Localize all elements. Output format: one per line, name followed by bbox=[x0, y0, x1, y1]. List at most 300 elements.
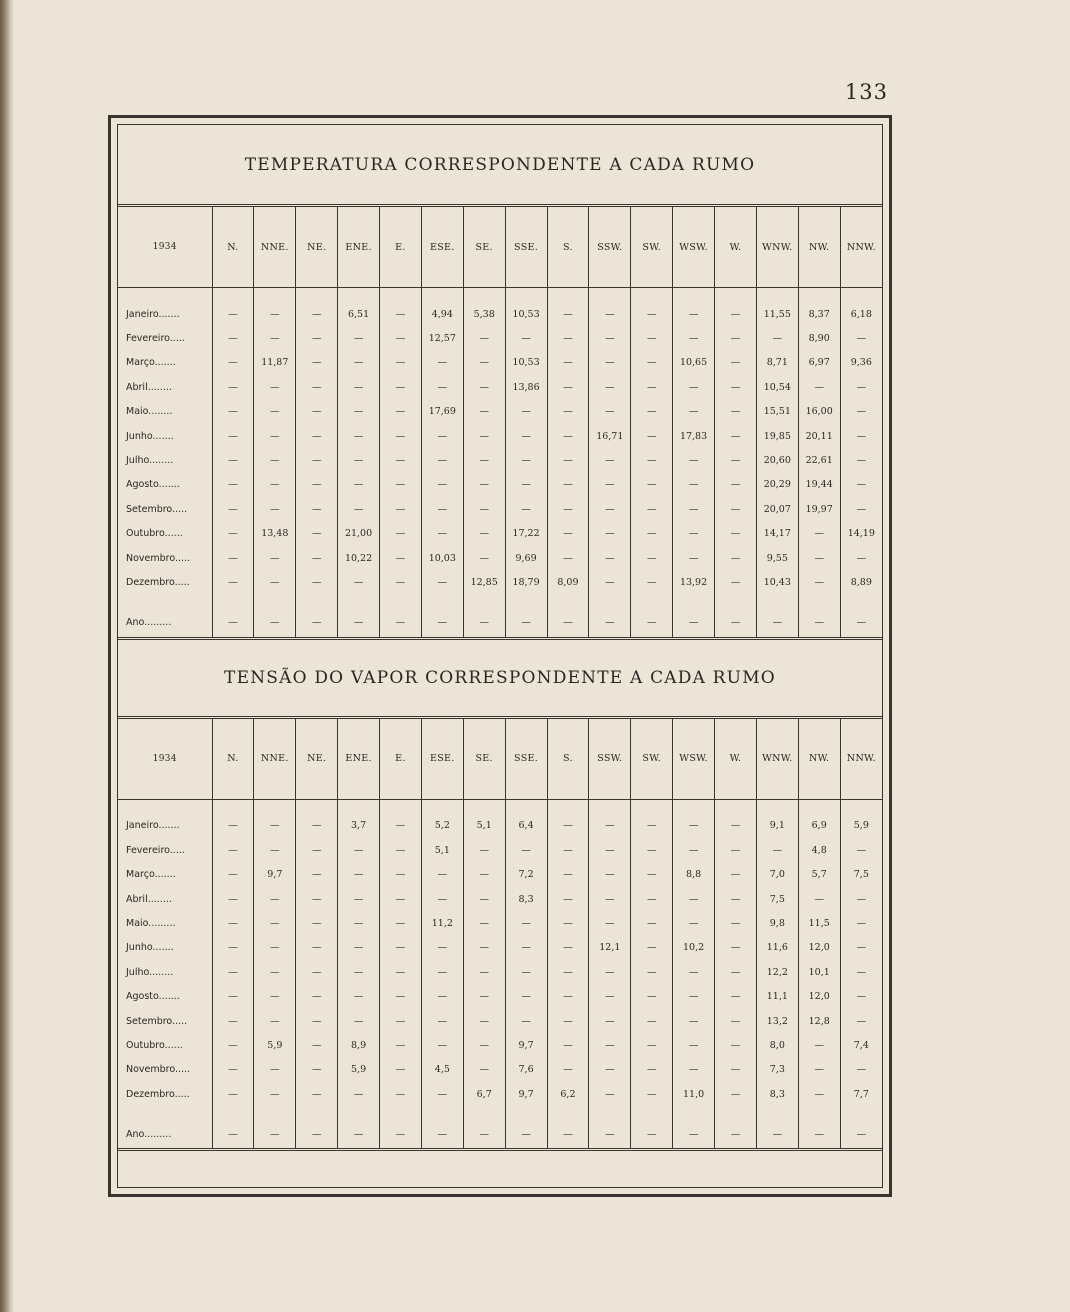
table-cell: 8,90 bbox=[798, 326, 840, 350]
table-cell: — bbox=[715, 326, 757, 350]
table-cell: — bbox=[296, 326, 338, 350]
table-cell: — bbox=[338, 862, 380, 886]
table-cell: 18,79 bbox=[505, 570, 547, 594]
table-cell: — bbox=[673, 911, 715, 935]
table-cell: — bbox=[715, 1058, 757, 1082]
column-header: ESE. bbox=[421, 719, 463, 800]
row-label: Junho....... bbox=[126, 430, 174, 442]
table-cell: — bbox=[254, 400, 296, 424]
table-cell: — bbox=[463, 984, 505, 1008]
column-header: NW. bbox=[798, 719, 840, 800]
table-cell: — bbox=[715, 400, 757, 424]
table-cell: — bbox=[421, 522, 463, 546]
table-cell: — bbox=[631, 1058, 673, 1082]
table-cell: 6,7 bbox=[463, 1082, 505, 1106]
table-cell: — bbox=[212, 1082, 254, 1106]
table-cell: — bbox=[715, 799, 757, 838]
table-cell: — bbox=[589, 326, 631, 350]
table-cell: 7,0 bbox=[756, 862, 798, 886]
table-cell: — bbox=[296, 497, 338, 521]
table-cell: — bbox=[296, 984, 338, 1008]
table-cell: — bbox=[715, 448, 757, 472]
table-cell: — bbox=[840, 546, 882, 570]
column-header: SW. bbox=[631, 719, 673, 800]
row-label: Dezembro..... bbox=[126, 1088, 190, 1100]
table-cell: — bbox=[840, 424, 882, 448]
table-cell: — bbox=[631, 375, 673, 399]
table-cell: 13,48 bbox=[254, 522, 296, 546]
table-cell: — bbox=[254, 595, 296, 637]
table-cell: 5,1 bbox=[421, 838, 463, 862]
table-row bbox=[118, 960, 882, 984]
table-cell: — bbox=[673, 799, 715, 838]
table-cell: — bbox=[631, 546, 673, 570]
table-row bbox=[118, 984, 882, 1008]
table-cell: — bbox=[254, 887, 296, 911]
table-cell: — bbox=[673, 448, 715, 472]
table-cell: — bbox=[673, 375, 715, 399]
table-cell: — bbox=[589, 1082, 631, 1106]
table-cell: 10,03 bbox=[421, 546, 463, 570]
row-label: Agosto....... bbox=[126, 479, 180, 491]
table-cell: — bbox=[505, 473, 547, 497]
table-cell: — bbox=[631, 984, 673, 1008]
table-inner-border bbox=[117, 124, 883, 1188]
table-cell: — bbox=[547, 887, 589, 911]
table-cell: — bbox=[380, 838, 422, 862]
table-cell: — bbox=[338, 351, 380, 375]
table-cell: — bbox=[296, 862, 338, 886]
table-cell: — bbox=[715, 351, 757, 375]
table-cell: — bbox=[589, 400, 631, 424]
table-cell: — bbox=[547, 375, 589, 399]
table-cell: — bbox=[673, 522, 715, 546]
table-cell: — bbox=[296, 1106, 338, 1148]
table-cell: — bbox=[212, 570, 254, 594]
table-row bbox=[118, 351, 882, 375]
table-cell: 14,17 bbox=[756, 522, 798, 546]
table-cell: 6,97 bbox=[798, 351, 840, 375]
table-cell: — bbox=[505, 936, 547, 960]
row-label: Julho........ bbox=[126, 966, 174, 978]
row-label: Maio........ bbox=[126, 406, 173, 418]
table-cell: — bbox=[589, 1058, 631, 1082]
table-cell: — bbox=[505, 595, 547, 637]
table-cell: — bbox=[631, 936, 673, 960]
table-row bbox=[118, 1106, 882, 1148]
table-cell: — bbox=[380, 424, 422, 448]
table-cell: 13,86 bbox=[505, 375, 547, 399]
table-cell: — bbox=[589, 887, 631, 911]
table-cell: — bbox=[212, 911, 254, 935]
table-cell: — bbox=[338, 570, 380, 594]
table-cell: — bbox=[296, 546, 338, 570]
table-cell: — bbox=[840, 473, 882, 497]
table-cell: — bbox=[212, 351, 254, 375]
table-cell: — bbox=[212, 984, 254, 1008]
table-cell: — bbox=[673, 838, 715, 862]
column-header: E. bbox=[380, 719, 422, 800]
table-cell: 16,71 bbox=[589, 424, 631, 448]
table-cell: — bbox=[505, 838, 547, 862]
table-cell: — bbox=[212, 1009, 254, 1033]
table-cell: — bbox=[715, 984, 757, 1008]
year-header: 1934 bbox=[118, 207, 212, 288]
table-cell: — bbox=[463, 1106, 505, 1148]
table-cell: 8,0 bbox=[756, 1033, 798, 1057]
table-cell: — bbox=[296, 400, 338, 424]
table-cell: 5,38 bbox=[463, 288, 505, 327]
table-cell: — bbox=[589, 546, 631, 570]
column-header: ESE. bbox=[421, 207, 463, 288]
table-cell: 11,5 bbox=[798, 911, 840, 935]
table-cell: — bbox=[296, 448, 338, 472]
table-cell: — bbox=[631, 326, 673, 350]
table-cell: — bbox=[463, 887, 505, 911]
table-cell: — bbox=[380, 522, 422, 546]
table-cell: — bbox=[380, 288, 422, 327]
table-cell: — bbox=[212, 375, 254, 399]
table-cell: 9,8 bbox=[756, 911, 798, 935]
row-label: Abril........ bbox=[126, 381, 172, 393]
table-cell: — bbox=[254, 1106, 296, 1148]
table-cell: 8,37 bbox=[798, 288, 840, 327]
table-cell: — bbox=[421, 595, 463, 637]
header-row bbox=[118, 719, 882, 800]
table-cell: 10,65 bbox=[673, 351, 715, 375]
table-cell: — bbox=[840, 1009, 882, 1033]
table-cell: — bbox=[589, 984, 631, 1008]
table-cell: — bbox=[212, 522, 254, 546]
table-cell: 8,8 bbox=[673, 862, 715, 886]
table-cell: — bbox=[631, 448, 673, 472]
table-cell: — bbox=[715, 473, 757, 497]
table-cell: — bbox=[338, 1082, 380, 1106]
table-row bbox=[118, 473, 882, 497]
table-cell: — bbox=[715, 1009, 757, 1033]
table-cell: 7,5 bbox=[756, 887, 798, 911]
table-cell: — bbox=[296, 473, 338, 497]
table-cell: — bbox=[338, 595, 380, 637]
table-cell: — bbox=[212, 326, 254, 350]
table-cell: 11,2 bbox=[421, 911, 463, 935]
table-cell: — bbox=[380, 1058, 422, 1082]
table-cell: — bbox=[673, 400, 715, 424]
table-cell: — bbox=[840, 326, 882, 350]
table-cell: — bbox=[673, 595, 715, 637]
table-cell: — bbox=[756, 1106, 798, 1148]
table-cell: — bbox=[589, 1106, 631, 1148]
table-cell: — bbox=[421, 1033, 463, 1057]
table-cell: — bbox=[338, 448, 380, 472]
table-cell: — bbox=[380, 1033, 422, 1057]
table-row bbox=[118, 522, 882, 546]
table-cell: — bbox=[631, 595, 673, 637]
table-cell: 12,0 bbox=[798, 984, 840, 1008]
table-cell: 3,7 bbox=[338, 799, 380, 838]
table-cell: — bbox=[589, 375, 631, 399]
table-cell: — bbox=[296, 424, 338, 448]
table-cell: — bbox=[296, 288, 338, 327]
table-cell: — bbox=[798, 375, 840, 399]
table-row bbox=[118, 887, 882, 911]
table-row bbox=[118, 1009, 882, 1033]
row-label: Setembro..... bbox=[126, 503, 188, 515]
table-cell: — bbox=[631, 424, 673, 448]
table-cell: — bbox=[505, 497, 547, 521]
table-cell: — bbox=[296, 351, 338, 375]
table-cell: — bbox=[212, 546, 254, 570]
table-cell: — bbox=[631, 288, 673, 327]
table-cell: — bbox=[631, 473, 673, 497]
table-cell: 19,97 bbox=[798, 497, 840, 521]
column-header: WSW. bbox=[673, 207, 715, 288]
table-cell: — bbox=[631, 1082, 673, 1106]
table-cell: 20,07 bbox=[756, 497, 798, 521]
table-cell: — bbox=[798, 887, 840, 911]
row-label: Março....... bbox=[126, 869, 176, 881]
table-cell: — bbox=[547, 838, 589, 862]
table-cell: — bbox=[380, 400, 422, 424]
row-label: Agosto....... bbox=[126, 991, 180, 1003]
table-cell: — bbox=[673, 497, 715, 521]
table-cell: — bbox=[338, 473, 380, 497]
table-cell: — bbox=[631, 351, 673, 375]
table-cell: — bbox=[631, 799, 673, 838]
table-row bbox=[118, 448, 882, 472]
table-cell: — bbox=[212, 497, 254, 521]
table-cell: 7,3 bbox=[756, 1058, 798, 1082]
table-cell: — bbox=[380, 1082, 422, 1106]
table-cell: — bbox=[840, 595, 882, 637]
table-cell: — bbox=[421, 497, 463, 521]
table-cell: — bbox=[380, 351, 422, 375]
table-cell: 7,6 bbox=[505, 1058, 547, 1082]
table-cell: — bbox=[254, 1058, 296, 1082]
table-cell: — bbox=[673, 288, 715, 327]
table-cell: — bbox=[421, 936, 463, 960]
table-cell: 20,29 bbox=[756, 473, 798, 497]
table-cell: 10,1 bbox=[798, 960, 840, 984]
table-cell: — bbox=[673, 1058, 715, 1082]
table-cell: — bbox=[421, 960, 463, 984]
year-header: 1934 bbox=[118, 719, 212, 800]
table-cell: — bbox=[547, 595, 589, 637]
column-header: NNW. bbox=[840, 207, 882, 288]
table-row bbox=[118, 799, 882, 838]
table-cell: 9,36 bbox=[840, 351, 882, 375]
table-cell: — bbox=[505, 326, 547, 350]
table-cell: — bbox=[463, 838, 505, 862]
table-cell: — bbox=[338, 375, 380, 399]
table-cell: — bbox=[547, 326, 589, 350]
table-cell: — bbox=[505, 984, 547, 1008]
table-cell: 14,19 bbox=[840, 522, 882, 546]
table-cell: — bbox=[673, 887, 715, 911]
table-cell: 8,3 bbox=[756, 1082, 798, 1106]
table-cell: — bbox=[463, 546, 505, 570]
table-cell: — bbox=[380, 448, 422, 472]
table-cell: — bbox=[798, 1082, 840, 1106]
table-cell: — bbox=[296, 838, 338, 862]
table-cell: — bbox=[673, 1009, 715, 1033]
table-cell: — bbox=[589, 595, 631, 637]
table-cell: — bbox=[840, 887, 882, 911]
table-cell: — bbox=[212, 448, 254, 472]
table-cell: 21,00 bbox=[338, 522, 380, 546]
column-header: ENE. bbox=[338, 719, 380, 800]
column-header: SSE. bbox=[505, 207, 547, 288]
table-cell: — bbox=[463, 497, 505, 521]
table-cell: 17,83 bbox=[673, 424, 715, 448]
table-cell: — bbox=[547, 960, 589, 984]
table-cell: — bbox=[715, 887, 757, 911]
table-cell: — bbox=[463, 400, 505, 424]
table-cell: — bbox=[840, 1058, 882, 1082]
table-cell: 9,7 bbox=[254, 862, 296, 886]
table-row bbox=[118, 838, 882, 862]
table-cell: — bbox=[421, 862, 463, 886]
table-row bbox=[118, 1033, 882, 1057]
table-cell: — bbox=[421, 1106, 463, 1148]
table-cell: — bbox=[254, 288, 296, 327]
header-row bbox=[118, 207, 882, 288]
table-cell: — bbox=[254, 799, 296, 838]
temperature-title: TEMPERATURA CORRESPONDENTE A CADA RUMO bbox=[118, 125, 882, 207]
row-label: Novembro..... bbox=[126, 552, 191, 564]
table-cell: — bbox=[798, 1106, 840, 1148]
table-cell: — bbox=[631, 960, 673, 984]
column-header: S. bbox=[547, 719, 589, 800]
table-cell: — bbox=[421, 570, 463, 594]
table-cell: — bbox=[631, 570, 673, 594]
table-cell: 13,92 bbox=[673, 570, 715, 594]
table-cell: — bbox=[296, 1058, 338, 1082]
table-cell: — bbox=[840, 960, 882, 984]
row-label: Dezembro..... bbox=[126, 576, 190, 588]
table-cell: 10,43 bbox=[756, 570, 798, 594]
table-cell: — bbox=[463, 473, 505, 497]
table-cell: — bbox=[547, 522, 589, 546]
row-label: Ano......... bbox=[126, 617, 172, 629]
table-cell: — bbox=[212, 1106, 254, 1148]
table-cell: — bbox=[589, 570, 631, 594]
table-cell: — bbox=[463, 424, 505, 448]
table-cell: — bbox=[254, 497, 296, 521]
table-cell: 5,9 bbox=[338, 1058, 380, 1082]
table-cell: — bbox=[715, 288, 757, 327]
table-cell: 5,2 bbox=[421, 799, 463, 838]
table-cell: — bbox=[715, 838, 757, 862]
table-cell: — bbox=[463, 1058, 505, 1082]
table-cell: — bbox=[798, 570, 840, 594]
table-cell: — bbox=[380, 862, 422, 886]
table-cell: 10,53 bbox=[505, 351, 547, 375]
table-cell: 9,55 bbox=[756, 546, 798, 570]
table-cell: — bbox=[212, 595, 254, 637]
table-cell: 4,5 bbox=[421, 1058, 463, 1082]
table-cell: — bbox=[589, 799, 631, 838]
table-cell: 5,9 bbox=[840, 799, 882, 838]
table-cell: — bbox=[547, 1033, 589, 1057]
table-cell: — bbox=[338, 400, 380, 424]
column-header: WNW. bbox=[756, 207, 798, 288]
table-cell: — bbox=[421, 1082, 463, 1106]
table-cell: 7,2 bbox=[505, 862, 547, 886]
table-cell: 12,2 bbox=[756, 960, 798, 984]
table-row bbox=[118, 570, 882, 594]
table-cell: 12,57 bbox=[421, 326, 463, 350]
table-cell: — bbox=[254, 326, 296, 350]
table-cell: — bbox=[715, 1106, 757, 1148]
column-header: ENE. bbox=[338, 207, 380, 288]
table-cell: — bbox=[840, 448, 882, 472]
table-cell: — bbox=[589, 448, 631, 472]
table-cell: — bbox=[296, 375, 338, 399]
table-cell: — bbox=[296, 1009, 338, 1033]
table-cell: — bbox=[380, 1009, 422, 1033]
table-cell: — bbox=[463, 351, 505, 375]
row-label: Setembro..... bbox=[126, 1015, 188, 1027]
table-cell: 12,1 bbox=[589, 936, 631, 960]
table-cell: — bbox=[296, 960, 338, 984]
row-label: Fevereiro..... bbox=[126, 844, 185, 856]
table-cell: — bbox=[254, 546, 296, 570]
vapor-title: TENSÃO DO VAPOR CORRESPONDENTE A CADA RUMO bbox=[118, 637, 882, 719]
table-cell: — bbox=[547, 351, 589, 375]
table-cell: 10,22 bbox=[338, 546, 380, 570]
table-cell: 11,0 bbox=[673, 1082, 715, 1106]
table-cell: 13,2 bbox=[756, 1009, 798, 1033]
table-cell: — bbox=[631, 522, 673, 546]
table-cell: — bbox=[380, 570, 422, 594]
table-cell: 11,6 bbox=[756, 936, 798, 960]
table-cell: — bbox=[715, 911, 757, 935]
table-cell: — bbox=[296, 911, 338, 935]
table-cell: 12,8 bbox=[798, 1009, 840, 1033]
column-header: SSW. bbox=[589, 207, 631, 288]
table-cell: — bbox=[673, 473, 715, 497]
table-cell: — bbox=[715, 522, 757, 546]
table-cell: — bbox=[589, 911, 631, 935]
table-cell: — bbox=[338, 424, 380, 448]
column-header: NE. bbox=[296, 207, 338, 288]
table-cell: 9,7 bbox=[505, 1033, 547, 1057]
table-cell: 19,44 bbox=[798, 473, 840, 497]
table-cell: — bbox=[547, 424, 589, 448]
table-row bbox=[118, 375, 882, 399]
table-cell: — bbox=[715, 546, 757, 570]
table-cell: — bbox=[380, 911, 422, 935]
table-cell: — bbox=[463, 1009, 505, 1033]
table-cell: — bbox=[715, 1033, 757, 1057]
table-cell: — bbox=[421, 424, 463, 448]
table-cell: — bbox=[631, 497, 673, 521]
column-header: NNW. bbox=[840, 719, 882, 800]
table-cell: — bbox=[421, 984, 463, 1008]
table-row bbox=[118, 424, 882, 448]
table-cell: — bbox=[631, 1009, 673, 1033]
column-header: SSE. bbox=[505, 719, 547, 800]
row-label: Junho....... bbox=[126, 942, 174, 954]
table-cell: — bbox=[547, 546, 589, 570]
table-cell: 6,2 bbox=[547, 1082, 589, 1106]
table-cell: — bbox=[631, 911, 673, 935]
book-binding-edge bbox=[0, 0, 14, 1312]
table-row bbox=[118, 1082, 882, 1106]
table-cell: — bbox=[380, 595, 422, 637]
table-cell: — bbox=[589, 473, 631, 497]
